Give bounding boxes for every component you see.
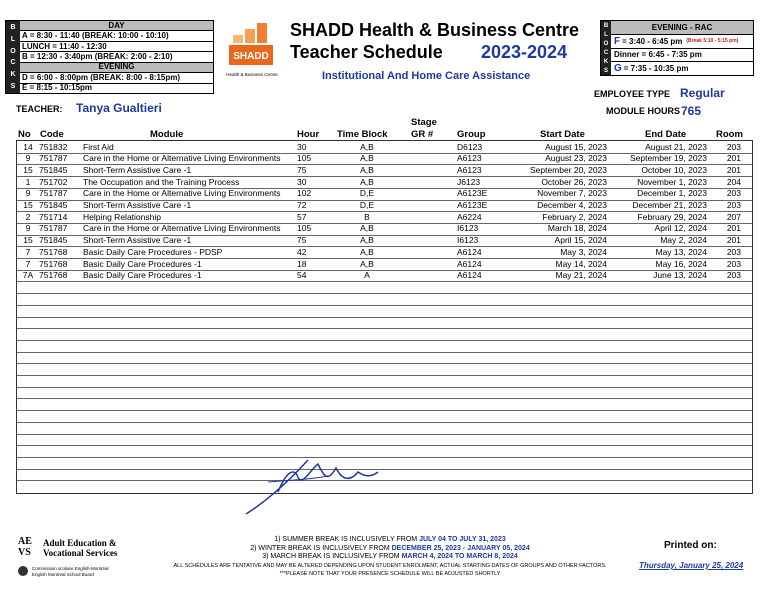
- cell-module: Short-Term Assistive Care -1: [83, 164, 192, 175]
- cell-group: A6124: [457, 270, 482, 281]
- cell-no: 1: [25, 176, 31, 187]
- school-board-logo-icon: [18, 566, 28, 576]
- cell-no: 15: [23, 200, 33, 210]
- cell-no: 9: [25, 223, 31, 234]
- table-row: [17, 141, 752, 153]
- table-row: [17, 211, 752, 223]
- shadd-logo: [227, 21, 277, 71]
- cell-group: A6124: [457, 258, 482, 269]
- day-blocks-legend: [5, 20, 214, 94]
- table-row: [17, 176, 752, 188]
- table-rule: [17, 445, 752, 446]
- schedule-table: [16, 140, 753, 494]
- cell-module: Care in the Home or Alternative Living Environments: [83, 153, 281, 164]
- cell-hour: 102: [297, 188, 312, 199]
- table-row: [17, 235, 752, 247]
- cell-block: A,B: [360, 223, 374, 234]
- cell-no: 14: [23, 141, 33, 152]
- cell-group: A6123: [457, 164, 482, 175]
- program-name: Institutional And Home Care Assistance: [322, 70, 531, 82]
- cell-end: May 13, 2024: [655, 246, 707, 257]
- cell-start: November 7, 2023: [537, 188, 607, 199]
- cell-room: 203: [726, 258, 741, 269]
- cell-no: 2: [25, 211, 31, 222]
- teacher-label: TEACHER:: [16, 104, 63, 114]
- cell-hour: 30: [297, 141, 307, 152]
- table-rule: [17, 352, 752, 353]
- table-rule: [17, 434, 752, 435]
- cell-module: Basic Daily Care Procedures -1: [83, 258, 202, 269]
- cell-block: A,B: [360, 164, 374, 175]
- logo-name: SHADD: [233, 51, 269, 62]
- cell-no: 9: [25, 188, 31, 199]
- col-header-gr: GR #: [411, 129, 434, 140]
- table-rule: [17, 340, 752, 341]
- cell-module: Short-Term Assistive Care -1: [83, 235, 192, 246]
- employee-type-label: EMPLOYEE TYPE: [594, 89, 671, 99]
- cell-hour: 75: [297, 235, 307, 246]
- cell-code: 751768: [39, 246, 68, 257]
- cell-end: June 13, 2024: [653, 270, 707, 281]
- cell-room: 203: [726, 270, 741, 281]
- cell-module: The Occupation and the Training Process: [83, 176, 240, 187]
- cell-module: Care in the Home or Alternative Living Environments: [83, 188, 281, 199]
- evening-blocks-legend: [600, 20, 754, 76]
- teacher-name: Tanya Gualtieri: [76, 101, 162, 115]
- module-hours-label: MODULE HOURS: [606, 106, 680, 116]
- schedule-notes: [140, 536, 640, 579]
- blocks-side-label: B L O C K S: [6, 21, 20, 93]
- cell-code: 751702: [39, 176, 68, 187]
- note-presence-schedule: ***PLEASE NOTE THAT YOUR PRESENCE SCHEDULE WILL BE ADJUSTED SHORTLY: [279, 571, 501, 577]
- col-header-stage: Stage: [411, 117, 437, 128]
- col-header-hour: Hour: [297, 129, 320, 140]
- cell-code: 751768: [39, 258, 68, 269]
- cell-module: Care in the Home or Alternative Living Environments: [83, 223, 281, 234]
- cell-room: 201: [726, 153, 741, 164]
- cell-module: Basic Daily Care Procedures -1: [83, 270, 202, 281]
- cell-start: May 14, 2024: [555, 258, 607, 269]
- col-header-time-block: Time Block: [337, 129, 388, 140]
- evening-side-label: B L O C K S: [601, 21, 611, 75]
- cell-module: Basic Daily Care Procedures - PDSP: [83, 246, 223, 257]
- cell-hour: 105: [297, 153, 312, 164]
- cell-block: A,B: [360, 246, 374, 257]
- table-rule: [17, 328, 752, 329]
- cell-end: April 12, 2024: [654, 223, 707, 234]
- col-header-end-date: End Date: [645, 129, 687, 140]
- col-header-code: Code: [40, 129, 64, 140]
- col-header-no: No: [18, 129, 31, 140]
- note-summer-break: 1) SUMMER BREAK IS INCLUSIVELY FROM JULY 04 TO JULY 31, 2023: [274, 536, 506, 543]
- table-rule: [17, 387, 752, 388]
- block-e: E = 8:15 - 10:15pm: [22, 83, 93, 93]
- cell-module: First Aid: [83, 141, 114, 152]
- lunch-block: LUNCH = 11:40 - 12:30: [20, 42, 213, 52]
- cell-code: 751845: [39, 164, 68, 175]
- cell-end: November 1, 2023: [637, 176, 707, 187]
- cell-code: 751714: [39, 211, 68, 222]
- cell-end: May 2, 2024: [660, 235, 707, 246]
- cell-end: December 21, 2023: [632, 200, 707, 210]
- cell-end: August 21, 2023: [645, 141, 707, 152]
- cell-group: I6123: [457, 223, 479, 234]
- cell-block: A,B: [360, 153, 374, 164]
- table-rule: [17, 317, 752, 318]
- school-year: 2023-2024: [481, 42, 568, 62]
- table-rule: [17, 422, 752, 423]
- table-rule: [17, 305, 752, 306]
- printed-on-label: Printed on:: [664, 540, 717, 551]
- cell-end: October 10, 2023: [641, 164, 707, 175]
- printed-on-date: Thursday, January 25, 2024: [639, 561, 744, 570]
- table-row: [17, 246, 752, 258]
- cell-code: 751787: [39, 153, 68, 164]
- cell-start: August 15, 2023: [545, 141, 607, 152]
- cell-block: A,B: [360, 235, 374, 246]
- cell-code: 751768: [39, 270, 68, 281]
- block-f-break: (Break 5:10 - 5:15 pm): [686, 38, 739, 45]
- table-row: [17, 188, 752, 200]
- cell-group: A6123: [457, 153, 482, 164]
- cell-start: May 21, 2024: [555, 270, 607, 281]
- table-row: [17, 270, 752, 282]
- cell-hour: 54: [297, 270, 307, 281]
- table-row: [17, 223, 752, 235]
- cell-hour: 42: [297, 246, 307, 257]
- cell-end: February 29, 2024: [637, 211, 707, 222]
- cell-code: 751787: [39, 223, 68, 234]
- block-g: G = 7:35 - 10:35 pm: [614, 63, 689, 75]
- cell-hour: 30: [297, 176, 307, 187]
- table-row: [17, 164, 752, 176]
- cell-block: B: [364, 211, 370, 222]
- cell-group: A6224: [457, 211, 482, 222]
- cell-room: 203: [726, 188, 741, 199]
- cell-module: Helping Relationship: [83, 211, 161, 222]
- cell-start: May 3, 2024: [560, 246, 607, 257]
- cell-start: December 4, 2023: [537, 200, 607, 210]
- cell-end: May 16, 2024: [655, 258, 707, 269]
- cell-code: 751832: [39, 141, 68, 152]
- cell-group: J6123: [457, 176, 481, 187]
- cell-hour: 18: [297, 258, 307, 269]
- col-header-room: Room: [716, 129, 743, 140]
- col-header-module: Module: [150, 129, 184, 140]
- table-rule: [17, 363, 752, 364]
- cell-room: 203: [726, 200, 741, 210]
- cell-no: 7: [25, 258, 31, 269]
- block-f: F = 3:40 - 6:45 pm (Break 5:10 - 5:15 pm): [611, 35, 753, 49]
- table-row: [17, 258, 752, 270]
- cell-no: 15: [23, 235, 33, 246]
- table-rule: [17, 293, 752, 294]
- evening-rac-header: EVENING - RAC: [611, 21, 753, 35]
- module-hours-value: 765: [681, 104, 702, 118]
- logo-caption: Health & Business Centre: [226, 72, 278, 77]
- cell-code: 751845: [39, 200, 68, 210]
- block-a: A = 8:30 - 11:40 (BREAK: 10:00 - 10:10): [20, 31, 213, 41]
- cell-group: D6123: [457, 141, 483, 152]
- cell-group: A6124: [457, 246, 482, 257]
- cell-hour: 105: [297, 223, 312, 234]
- cell-hour: 75: [297, 164, 307, 175]
- note-march-break: 3) MARCH BREAK IS INCLUSIVELY FROM MARCH 4, 2024 TO MARCH 8, 2024: [262, 553, 518, 560]
- cell-start: February 2, 2024: [542, 211, 607, 222]
- col-header-start-date: Start Date: [540, 129, 585, 140]
- cell-start: March 18, 2024: [547, 223, 607, 234]
- table-rule: [17, 410, 752, 411]
- col-header-group: Group: [457, 129, 486, 140]
- cell-start: October 26, 2023: [541, 176, 607, 187]
- block-d: D = 6:00 - 8:00pm (BREAK: 8:00 - 8:15pm): [20, 73, 213, 83]
- cell-no: 7: [25, 246, 31, 257]
- cell-end: December 1, 2023: [637, 188, 707, 199]
- cell-room: 204: [726, 176, 741, 187]
- cell-room: 201: [726, 223, 741, 234]
- school-board-name: Commission scolaire English-Montréal English Montreal School Board: [32, 566, 109, 577]
- cell-room: 203: [726, 141, 741, 152]
- block-b: B = 12:30 - 3:40pm (BREAK: 2:00 - 2:10): [20, 52, 213, 62]
- note-winter-break: 2) WINTER BREAK IS INCLUSIVELY FROM DECEMBER 25, 2023 - JANUARY 05, 2024: [250, 544, 530, 552]
- cell-room: 201: [726, 235, 741, 246]
- cell-hour: 57: [297, 211, 307, 222]
- cell-no: 7A: [22, 270, 34, 281]
- page-subtitle: Teacher Schedule: [290, 42, 443, 62]
- cell-block: D,E: [359, 200, 375, 210]
- cell-block: A,B: [360, 141, 374, 152]
- table-rule: [17, 398, 752, 399]
- table-row: [17, 153, 752, 165]
- page-title: SHADD Health & Business Centre: [290, 20, 580, 40]
- cell-room: 203: [726, 246, 741, 257]
- cell-group: A6123E: [457, 200, 488, 210]
- aevs-name: Adult Education & Vocational Services: [43, 538, 118, 558]
- cell-end: September 19, 2023: [629, 153, 707, 164]
- employee-type-value: Regular: [680, 86, 725, 100]
- cell-no: 15: [23, 164, 33, 175]
- teacher-signature: [238, 452, 388, 522]
- cell-block: A,B: [360, 176, 374, 187]
- note-tentative: ALL SCHEDULES ARE TENTATIVE AND MAY BE ALTERED DEPENDING UPON STUDENT ENROLMENT, ACTUAL STARTING DATES OF GROUPS AND OTHER FACTORS.: [173, 562, 607, 569]
- cell-room: 207: [726, 211, 741, 222]
- cell-start: April 15, 2024: [554, 235, 607, 246]
- evening-header: EVENING: [20, 63, 213, 73]
- day-header: DAY: [20, 21, 213, 31]
- cell-group: I6123: [457, 235, 479, 246]
- cell-block: A,B: [360, 258, 374, 269]
- cell-code: 751787: [39, 188, 68, 199]
- aevs-logo-icon: AE VS: [18, 536, 32, 558]
- dinner-block: Dinner = 6:45 - 7:35 pm: [611, 49, 753, 63]
- cell-hour: 72: [297, 200, 307, 210]
- table-rule: [17, 281, 752, 282]
- cell-block: D,E: [359, 188, 375, 199]
- cell-group: A6123E: [457, 188, 488, 199]
- cell-no: 9: [25, 153, 31, 164]
- cell-code: 751845: [39, 235, 68, 246]
- cell-module: Short-Term Assistive Care -1: [83, 200, 192, 210]
- cell-start: September 20, 2023: [529, 164, 607, 175]
- table-rule: [17, 375, 752, 376]
- table-row: [17, 200, 752, 212]
- cell-block: A: [364, 270, 370, 281]
- cell-start: August 23, 2023: [545, 153, 607, 164]
- cell-room: 201: [726, 164, 741, 175]
